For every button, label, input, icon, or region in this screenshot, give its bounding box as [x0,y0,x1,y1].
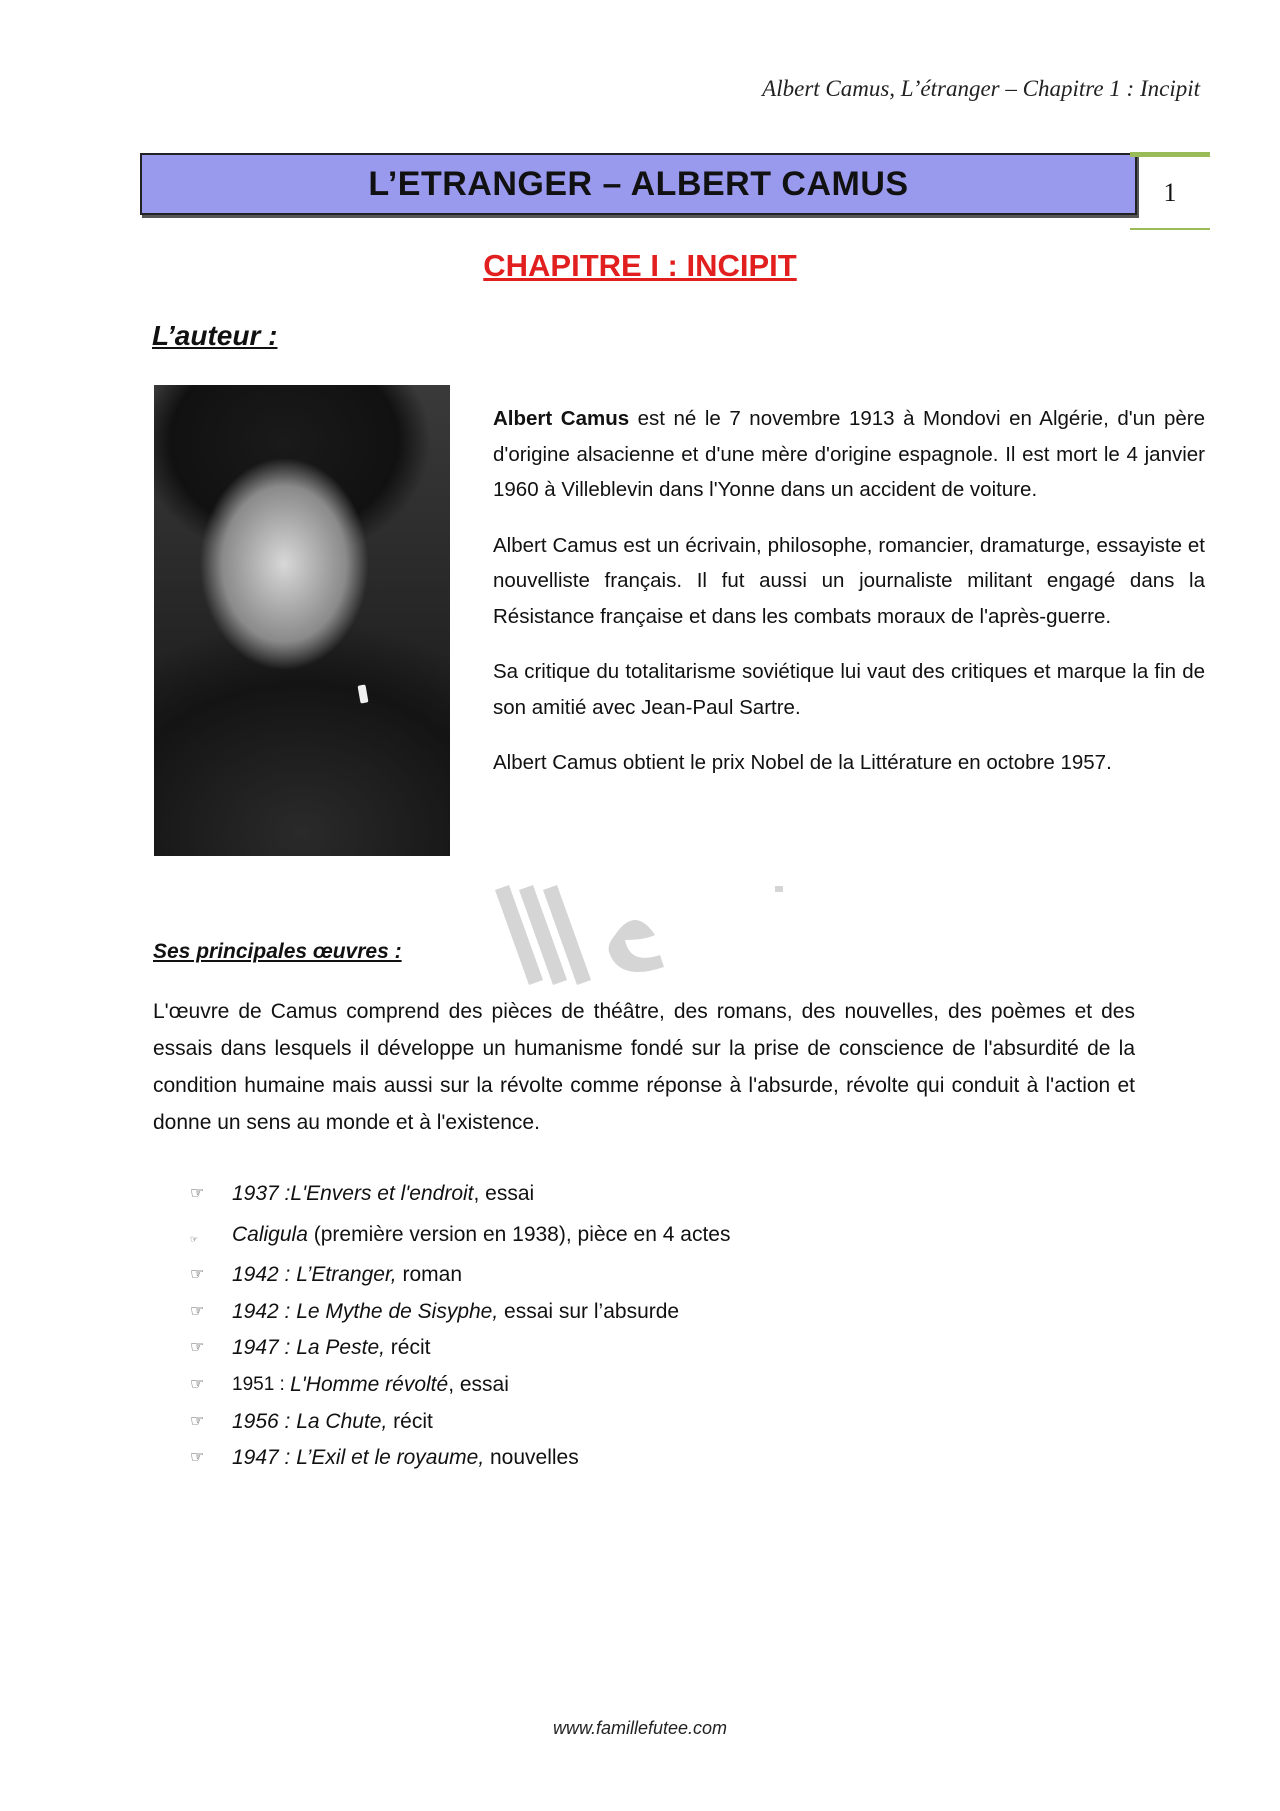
list-item [190,1404,730,1441]
author-name: Albert Camus [493,407,630,430]
list-item [190,1176,730,1213]
work-genre: (première version en 1938), pièce en 4 actes [307,1222,731,1246]
works-heading: Ses principales œuvres : [153,940,402,963]
document-title: L’ETRANGER – ALBERT CAMUS [140,153,1137,215]
work-date: 1947 : [232,1446,297,1470]
work-genre: , essai [473,1182,535,1205]
chapter-title-text: CHAPITRE I : INCIPIT [483,248,797,283]
pointing-hand-icon: ☞ [190,1233,199,1244]
work-date: 1942 : [232,1263,297,1287]
bio-paragraph-1 [493,401,1205,508]
work-title: La Chute, [296,1409,388,1433]
bio-paragraph-1-text: est né le 7 novembre 1913 à Mondovi en Algérie, d'un père d'origine alsacienne et d'une mère d'origine espagnole. Il est mort le 4 janvier 1960 à Villeblevin dans l'Yonne dans un accident de voiture. [493,407,1205,501]
pointing-hand-icon: ☞ [190,1449,205,1467]
list-item [190,1257,730,1294]
work-genre: , essai [448,1372,509,1396]
watermark-logo [495,880,815,990]
work-date: 1951 : [232,1373,291,1395]
work-genre: récit [384,1336,431,1360]
pointing-hand-icon: ☞ [190,1375,205,1393]
work-title: L’Exil et le royaume, [296,1446,485,1470]
works-intro: L'œuvre de Camus comprend des pièces de théâtre, des romans, des nouvelles, des poèmes et des essais dans lesquels il développe un humanisme fondé sur la prise de conscience de l'absurdité de la condition humaine mais aussi sur la révolte comme réponse à l'absurde, révolte qui conduit à l'action et donne un sens au monde et à l'existence. [153,1000,1135,1134]
list-item [190,1213,730,1258]
bio-paragraph-2: Albert Camus est un écrivain, philosophe, romancier, dramaturge, essayiste et nouvelliste français. Il fut aussi un journaliste militant engagé dans la Résistance française et dans les combats moraux de l'après-guerre. [493,533,1205,628]
work-title: L'Envers et l'endroit [290,1182,474,1205]
works-list [190,1176,730,1477]
list-item [190,1440,730,1477]
work-title: Caligula [232,1222,308,1246]
author-photo [154,385,450,856]
list-item [190,1294,730,1331]
running-header: Albert Camus, L’étranger – Chapitre 1 : Incipit [762,76,1200,101]
work-title: L'Homme révolté [290,1372,449,1396]
work-date: 1956 : [232,1409,297,1433]
pointing-hand-icon: ☞ [190,1185,205,1202]
bio-paragraph-4: Albert Camus obtient le prix Nobel de la Littérature en octobre 1957. [493,751,1112,774]
list-item [190,1367,730,1404]
pointing-hand-icon: ☞ [190,1412,205,1430]
work-genre: essai sur l’absurde [498,1299,680,1323]
work-date: 1937 : [232,1182,291,1205]
page-number: 1 [1130,152,1210,230]
author-heading: L’auteur : [152,320,278,351]
footer-url: www.famillefutee.com [552,1718,728,1738]
chapter-title [0,248,1280,284]
work-date: 1947 : [232,1336,297,1360]
list-item [190,1330,730,1367]
bio-paragraph-3: Sa critique du totalitarisme soviétique lui vaut des critiques et marque la fin de son amitié avec Jean-Paul Sartre. [493,660,1205,719]
work-title: L’Etranger, [296,1263,397,1287]
pointing-hand-icon: ☞ [190,1339,205,1357]
work-genre: récit [387,1409,433,1433]
work-genre: nouvelles [484,1446,579,1470]
work-genre: roman [396,1263,462,1287]
work-date: 1942 : [232,1299,297,1323]
pointing-hand-icon: ☞ [190,1302,205,1320]
work-title: La Peste, [296,1336,385,1360]
cigarette-detail [357,684,368,703]
work-title: Le Mythe de Sisyphe, [296,1299,499,1323]
pointing-hand-icon: ☞ [190,1266,205,1284]
author-bio [493,401,1205,801]
